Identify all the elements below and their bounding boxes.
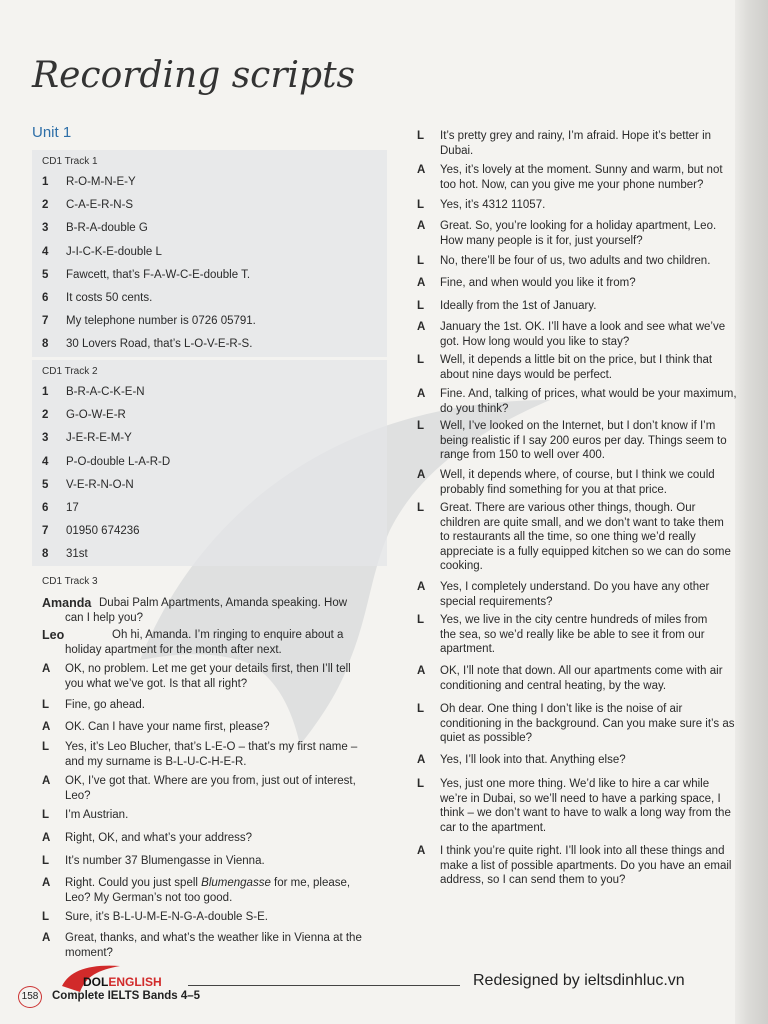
track-row-text: J-I-C-K-E-double L xyxy=(66,245,162,258)
track-row xyxy=(42,431,132,445)
track-row xyxy=(42,314,256,328)
dialogue-text: Dubai. xyxy=(440,144,474,157)
dialogue-text: Sure, it’s B-L-U-M-E-N-G-A-double S-E. xyxy=(65,911,268,923)
dialogue-text: Yes, I’ll look into that. Anything else? xyxy=(440,754,626,766)
track-row-number: 6 xyxy=(42,292,49,304)
speaker-label: L xyxy=(417,255,425,267)
dialogue-text: Yes, just one more thing. We’d like to hire a car while xyxy=(440,778,710,790)
dialogue-text: to restaurants all the time, so one thing we’d really xyxy=(440,531,696,544)
track-row-text: 17 xyxy=(66,502,79,514)
dialogue-text: can I help you? xyxy=(65,611,144,624)
track-row-number: 8 xyxy=(42,338,49,351)
track-row-text: 01950 674236 xyxy=(66,525,140,538)
speaker-label: L xyxy=(417,703,425,715)
track-row-number: 5 xyxy=(42,478,49,491)
dialogue-text: It’s pretty grey and rainy, I’m afraid. Hope it’s better in xyxy=(440,130,712,142)
dialogue-text: Well, it depends where, of course, but I think we could xyxy=(440,469,715,481)
dialogue-text: Fine. And, talking of prices, what would be your maximum, xyxy=(440,388,737,400)
speaker-label: L xyxy=(42,741,50,753)
speaker-label: A xyxy=(417,321,426,333)
dialogue-text: Dubai Palm Apartments, Amanda speaking. How xyxy=(99,597,348,609)
page-gutter-shadow xyxy=(735,0,768,1024)
speaker-label: A xyxy=(417,469,426,481)
speaker-label: A xyxy=(42,832,51,844)
dialogue-text: Ideally from the 1st of January. xyxy=(440,300,597,312)
speaker-label: L xyxy=(42,699,50,711)
dialogue-text: Yes, we live in the city centre hundreds of miles from xyxy=(440,614,708,626)
track-row xyxy=(42,337,252,351)
dialogue-text: Fine, and when would you like it from? xyxy=(440,277,636,289)
track-row-number: 2 xyxy=(42,409,49,422)
speaker-label: A xyxy=(42,663,51,675)
speaker-label: A xyxy=(417,581,426,593)
dialogue-text: too hot. Now, can you give me your phone number? xyxy=(440,178,704,191)
speaker-label: L xyxy=(417,199,425,211)
speaker-label: L xyxy=(42,855,50,867)
track-row-text: B-R-A-C-K-E-N xyxy=(66,386,145,398)
dialogue-text: quiet as possible? xyxy=(440,732,533,745)
dialogue-text: holiday apartment for the month after next. xyxy=(65,643,282,656)
track-row-number: 2 xyxy=(42,199,49,212)
dialogue-text: Great, thanks, and what’s the weather like in Vienna at the xyxy=(65,932,362,944)
dialogue-text: Oh hi, Amanda. I’m ringing to enquire about a xyxy=(112,629,344,641)
dialogue-text: make a list of possible apartments. Do you have an email xyxy=(440,859,732,872)
speaker-label: L xyxy=(417,502,425,514)
track-title: CD1 Track 1 xyxy=(42,156,98,167)
track-row xyxy=(42,455,170,469)
track-title: CD1 Track 3 xyxy=(42,576,98,587)
dialogue-text: Great. So, you’re looking for a holiday apartment, Leo. xyxy=(440,220,717,232)
dialogue-text: conditioning in the background. Can you make sure it’s as xyxy=(440,717,735,730)
speaker-label: A xyxy=(42,775,51,787)
dialogue-text: special requirements? xyxy=(440,595,553,608)
track-row-number: 4 xyxy=(42,455,49,468)
dialogue-text: appreciate is a fully equipped kitchen so we can do some xyxy=(440,545,731,558)
dialogue-text: OK, no problem. Let me get your details first, then I’ll tell xyxy=(65,663,351,675)
track-row xyxy=(42,291,152,305)
track-row-text: P-O-double L-A-R-D xyxy=(66,455,171,468)
page-number: 158 xyxy=(18,986,42,1008)
dialogue-text: moment? xyxy=(65,946,113,959)
dialogue-text: January the 1st. OK. I’ll have a look and see what we’ve xyxy=(440,321,726,333)
track-row xyxy=(42,385,145,399)
track-row-text: V-E-R-N-O-N xyxy=(66,478,134,491)
dialogue-text: do you think? xyxy=(440,402,509,415)
speaker-label: Amanda xyxy=(42,596,92,610)
speaker-label: A xyxy=(417,164,426,176)
dialogue-text: Yes, it’s lovely at the moment. Sunny and warm, but not xyxy=(440,164,723,176)
speaker-label: L xyxy=(417,130,425,142)
speaker-label: A xyxy=(42,721,51,733)
dol-english-logo: DOLENGLISH xyxy=(83,975,162,989)
dialogue-text: OK, I’ve got that. Where are you from, just out of interest, xyxy=(65,775,356,787)
track-title: CD1 Track 2 xyxy=(42,366,98,377)
speaker-label: L xyxy=(417,354,425,366)
speaker-label: A xyxy=(417,277,426,289)
track-row-number: 8 xyxy=(42,548,49,561)
dialogue-text: you what we’ve got. Is that all right? xyxy=(65,677,248,690)
dialogue-text: probably find something for you at that price. xyxy=(440,483,667,496)
track-row-text: My telephone number is 0726 05791. xyxy=(66,315,256,328)
track-row-number: 6 xyxy=(42,502,49,514)
dialogue-text: Yes, I completely understand. Do you have any other xyxy=(440,581,710,593)
speaker-label: A xyxy=(417,388,426,400)
speaker-label: L xyxy=(417,614,425,626)
track-row-text: G-O-W-E-R xyxy=(66,409,126,422)
track-row-text: 31st xyxy=(66,548,88,561)
speaker-label: L xyxy=(42,911,50,923)
track-row xyxy=(42,408,126,422)
dialogue-text: OK. Can I have your name first, please? xyxy=(65,721,270,733)
speaker-label: A xyxy=(417,220,426,232)
track-row-number: 3 xyxy=(42,222,49,235)
dialogue-text: range from 150 to well over 400. xyxy=(440,449,605,462)
dialogue-text: I think you’re quite right. I’ll look into all these things and xyxy=(440,845,725,857)
speaker-label: A xyxy=(417,845,426,857)
dialogue-text: car to the apartment. xyxy=(440,821,547,834)
track-row-text: Fawcett, that’s F-A-W-C-E-double T. xyxy=(66,268,251,281)
track-row xyxy=(42,547,88,561)
dialogue-text: No, there’ll be four of us, two adults and two children. xyxy=(440,255,711,267)
dialogue-text: and my surname is B-L-U-C-H-E-R. xyxy=(65,755,247,768)
dialogue-text: children are quite small, and we don’t want to take them xyxy=(440,516,724,529)
dialogue-text: Right, OK, and what’s your address? xyxy=(65,832,253,844)
track-row xyxy=(42,221,148,235)
track-row-text: 30 Lovers Road, that’s L-O-V-E-R-S. xyxy=(66,338,253,351)
dialogue-text: Fine, go ahead. xyxy=(65,699,145,711)
speaker-label: A xyxy=(42,932,51,944)
dialogue-text: the sea, so we’d really like be able to see it from our xyxy=(440,628,705,641)
track-row-number: 5 xyxy=(42,268,49,281)
dialogue-text: Right. Could you just spell Blumengasse for me, please, xyxy=(65,877,351,889)
dialogue-text: think – we don’t want to have to walk a long way from the xyxy=(440,807,731,820)
track-row xyxy=(42,268,250,282)
dialogue-text: It’s number 37 Blumengasse in Vienna. xyxy=(65,855,265,867)
track-row xyxy=(42,478,134,492)
speaker-label: A xyxy=(417,665,426,677)
dialogue-text: apartment. xyxy=(440,643,495,656)
speaker-label: L xyxy=(417,300,425,312)
page-title: Recording scripts xyxy=(32,55,356,96)
track-row xyxy=(42,198,133,212)
dialogue-text: Great. There are various other things, though. Our xyxy=(440,502,696,514)
track-row xyxy=(42,245,162,259)
dialogue-text: Yes, it’s 4312 11057. xyxy=(440,199,546,211)
unit-heading: Unit 1 xyxy=(32,124,72,141)
dialogue-text: got. How long would you like to stay? xyxy=(440,335,630,348)
dialogue-text: How many people is it for, just yourself? xyxy=(440,234,643,247)
track-row xyxy=(42,501,79,515)
book-title: Complete IELTS Bands 4–5 xyxy=(52,990,201,1002)
footer-rule xyxy=(188,985,460,986)
dialogue-text: I’m Austrian. xyxy=(65,809,129,821)
speaker-label: L xyxy=(417,420,425,432)
speaker-label: Leo xyxy=(42,628,65,642)
track-row xyxy=(42,175,136,189)
dialogue-text: being realistic if I say 200 euros per day. Things seem to xyxy=(440,434,727,447)
track-row-number: 7 xyxy=(42,525,49,538)
dialogue-text: OK, I’ll note that down. All our apartments come with air xyxy=(440,665,723,677)
track-row-number: 1 xyxy=(42,386,49,398)
track-row-number: 7 xyxy=(42,315,49,328)
dialogue-text: Well, it depends a little bit on the price, but I think that xyxy=(440,354,713,366)
track-row-text: R-O-M-N-E-Y xyxy=(66,176,136,188)
track-row-number: 1 xyxy=(42,176,49,188)
dialogue-text: about nine days would be perfect. xyxy=(440,368,612,381)
dialogue-text: Leo? xyxy=(65,789,91,802)
dialogue-text: we’re in Dubai, so we’ll need to have a parking space, I xyxy=(440,792,721,805)
speaker-label: L xyxy=(42,809,50,821)
dialogue-text: Yes, it’s Leo Blucher, that’s L-E-O – that’s my first name – xyxy=(65,741,358,753)
track-row-text: B-R-A-double G xyxy=(66,222,148,235)
track-row-text: C-A-E-R-N-S xyxy=(66,199,134,212)
speaker-label: A xyxy=(42,877,51,889)
dialogue-text: Well, I’ve looked on the Internet, but I don’t know if I’m xyxy=(440,420,716,432)
track-row xyxy=(42,524,140,538)
speaker-label: A xyxy=(417,754,426,766)
track-row-number: 4 xyxy=(42,245,49,258)
dialogue-text: cooking. xyxy=(440,560,483,573)
speaker-label: L xyxy=(417,778,425,790)
dialogue-text: Oh dear. One thing I don’t like is the noise of air xyxy=(440,703,683,715)
dialogue-text: conditioning and central heating, by the way. xyxy=(440,679,667,692)
dialogue-text: Leo? My German’s not too good. xyxy=(65,891,233,904)
dialogue-text: address, so I can send them to you? xyxy=(440,874,626,887)
redesigned-credit: Redesigned by ieltsdinhluc.vn xyxy=(473,972,685,989)
track-row-text: It costs 50 cents. xyxy=(66,292,153,304)
track-row-text: J-E-R-E-M-Y xyxy=(66,432,132,445)
track-row-number: 3 xyxy=(42,432,49,445)
